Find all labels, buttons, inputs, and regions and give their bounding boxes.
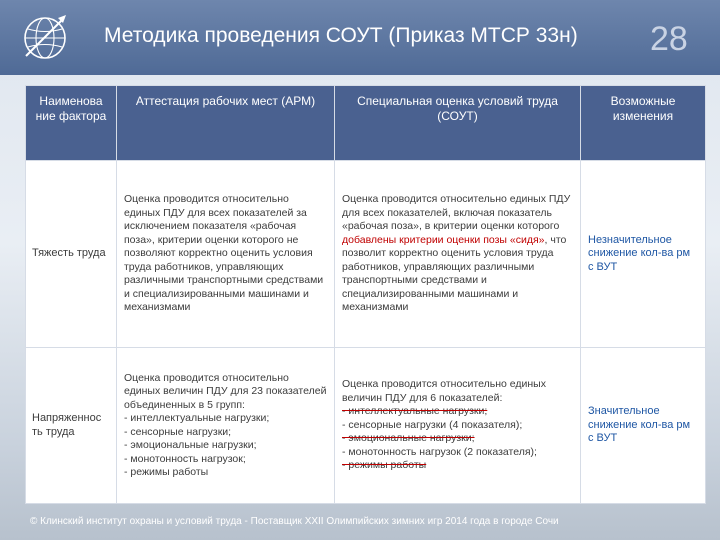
arm-cell: Оценка проводится относительно единых ПДУ для всех показателей за исключением показателя «рабочая поза», критерии оценки которого не позволяют корректно оценить условия труда работников, управляющих различными транспортными средствами и специализированными машинами и механизмами <box>117 161 335 348</box>
table-header-row <box>26 86 706 161</box>
arm-intro: Оценка проводится относительно единых величин ПДУ для 23 показателей объединенных в 5 групп: <box>124 371 327 411</box>
list-item: - монотонность нагрузок; <box>124 452 246 465</box>
factor-cell: Тяжесть труда <box>26 161 117 348</box>
column-header-sout: Специальная оценка условий труда (СОУТ) <box>335 86 581 161</box>
list-item-struck: - интеллектуальные нагрузки; <box>342 405 488 418</box>
list-item-struck: - эмоциональные нагрузки; <box>342 432 475 445</box>
sout-text: Оценка проводится относительно единых ПДУ для всех показателей, включая показатель «рабочая поза», в критерии оценки которого <box>342 193 571 233</box>
factor-cell: Напряженнос ть труда <box>26 348 117 504</box>
sout-cell <box>335 161 581 348</box>
slide-header <box>0 0 720 75</box>
list-item: - сенсорные нагрузки; <box>124 425 232 438</box>
changes-cell: Незначительное снижение кол-ва рм с ВУТ <box>581 161 706 348</box>
sout-highlight-text: добавлены критерии оценки позы «сидя» <box>342 233 545 246</box>
table-row <box>26 348 706 504</box>
table-row <box>26 161 706 348</box>
list-item: - эмоциональные нагрузки; <box>124 439 257 451</box>
comparison-table-container <box>25 85 705 504</box>
column-header-factor: Наименова ние фактора <box>26 86 117 161</box>
comparison-table <box>25 85 706 504</box>
slide-number: 28 <box>650 20 688 58</box>
changes-cell: Значительное снижение кол-ва рм с ВУТ <box>581 348 706 504</box>
sout-text-continued: , что позволит корректно оценить условия труда работников, управляющих различными транспортными средствами и специализированными машинами и механизмами <box>342 233 567 314</box>
page-title: Методика проведения СОУТ (Приказ МТСР 33н) <box>104 24 578 47</box>
list-item: - монотонность нагрузок (2 показателя); <box>342 445 537 458</box>
list-item: - интеллектуальные нагрузки; <box>124 412 270 424</box>
sout-cell <box>335 348 581 504</box>
list-item-struck: - режимы работы <box>342 459 427 472</box>
list-item: - сенсорные нагрузки (4 показателя); <box>342 418 523 431</box>
arm-cell <box>117 348 335 504</box>
list-item: - режимы работы <box>124 466 209 478</box>
institute-globe-icon <box>18 10 72 64</box>
footer-text: © Клинский институт охраны и условий труда - Поставщик XXII Олимпийских зимних игр 2014 года в городе Сочи <box>30 516 559 527</box>
column-header-changes: Возможные изменения <box>581 86 706 161</box>
column-header-arm: Аттестация рабочих мест (АРМ) <box>117 86 335 161</box>
sout-intro: Оценка проводится относительно единых величин ПДУ для 6 показателей: <box>342 378 546 404</box>
